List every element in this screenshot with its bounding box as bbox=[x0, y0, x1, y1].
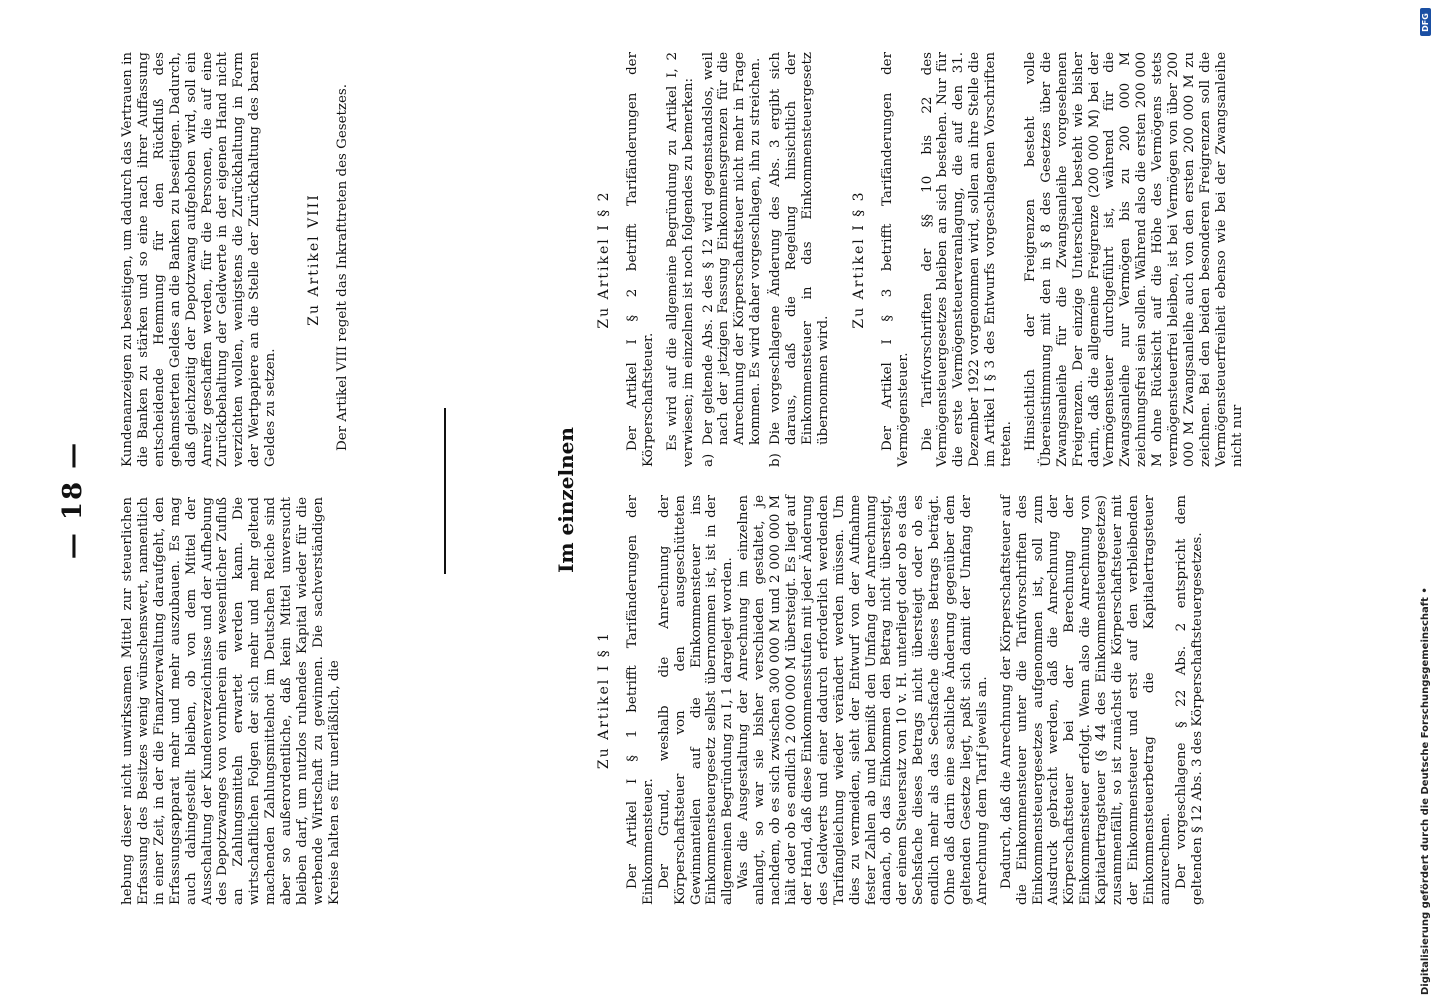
column-top-left bbox=[120, 497, 343, 905]
lead-paragraph: Der Artikel I § 2 betrifft Tarifänderungen der Körperschaftsteuer. bbox=[624, 52, 656, 467]
article-heading: Zu Artikel I § 3 bbox=[850, 190, 867, 329]
article-heading: Zu Artikel I § 2 bbox=[596, 190, 612, 329]
column-bottom-right bbox=[597, 52, 1246, 467]
digitization-notice: Digitalisierung gefördert durch die Deutsche Forschungsgemeinschaft • bbox=[1420, 587, 1431, 995]
page-number: — 18 — bbox=[58, 440, 88, 560]
list-text: Der geltende Abs. 2 des § 12 wird gegenstandslos, weil nach der jetzigen Fassung Einkommensgrenzen für die Anrechnung der Körperschaftsteuer nicht mehr in Frage kommen. Es wird daher vorgeschlagen, ihn zu streichen. bbox=[700, 52, 764, 445]
list-label: b) bbox=[768, 453, 784, 467]
article-heading: Zu Artikel I § 1 bbox=[596, 630, 612, 770]
article-heading: Zu Artikel VIII bbox=[306, 193, 323, 326]
column-top-right bbox=[120, 52, 351, 467]
list-text: Die vorgeschlagene Änderung des Abs. 3 ergibt sich daraus, daß die Regelung hinsichtlich der Einkommensteuer in das Einkommensteuergesetz übernommen wird. bbox=[768, 52, 831, 445]
column-bottom-left bbox=[597, 495, 1206, 905]
paragraph: Es wird auf die allgemeine Begründung zu Artikel I, 2 verwiesen; im einzelnen ist noch folgendes zu bemerken: bbox=[664, 52, 696, 467]
paragraph: Kundenanzeigen zu beseitigen, um dadurch das Vertrauen in die Banken zu stärken und so eine nach ihrer Auffassung entscheidende Hemmung für den Rückfluß des gehamsterten Geldes an die Banken zu beseitigen. Dadurch, daß gleichzeitig der Depotzwang aufgehoben wird, soll ein Anreiz geschaffen werden, für die Personen, die auf eine Zurückbehaltung der Geldwerte in der eigenen Hand nicht verzichten wollen, wenigstens die Zurückhaltung in Form der Wertpapiere an die Stelle der Zurückhaltung des baren Geldes zu setzen. bbox=[120, 52, 279, 467]
paragraph: Der Grund, weshalb die Anrechnung der Körperschaftsteuer von den ausgeschütteten Gewinnanteilen auf die Einkommensteuer ins Einkommensteuergesetz selbst übernommen ist, ist in der allgemeinen Begründung zu I, 1 dargelegt worden. bbox=[656, 495, 736, 905]
paragraph: Was die Ausgestaltung der Anrechnung im einzelnen anlangt, so war sie bisher verschieden gestaltet, je nachdem, ob es sich zwischen 300 000 M und 2 000 000 M hält oder ob es endlich 2 000 000 M übersteigt. Es liegt auf der Hand, daß diese Einkommensstufen mit jeder Änderung des Geldwerts und einer dadurch erforderlich werdenden Tarifangleichung wieder verändert werden müssen. Um dies zu vermeiden, sieht der Entwurf von der Aufnahme fester Zahlen ab und bemißt den Umfang der Anrechnung danach, ob das Einkommen den Betrag nicht übersteigt, der einem Steuersatz von 10 v. H. unterliegt oder ob es das Sechsfache dieses Betrags nicht übersteigt oder ob es endlich mehr als das Sechsfache dieses Betrags beträgt. Ohne daß darin eine sachliche Änderung gegenüber dem geltenden Gesetze liegt, paßt sich damit der Umfang der Anrechnung dem Tarif jeweils an. bbox=[736, 495, 990, 905]
paragraph: hebung dieser nicht unwirksamen Mittel zur steuerlichen Erfassung des Besitzes wenig wünschenswert, namentlich in einer Zeit, in der die Finanzverwaltung daraufgeht, den Erfassungsapparat mehr und mehr auszubauen. Es mag auch dahingestellt bleiben, ob von dem Mittel der Ausschaltung der Kundenverzeichnisse und der Aufhebung des Depotzwanges von vornherein ein wesentlicher Zufluß an Zahlungsmitteln erwartet werden kann. Die wirtschaftlichen Folgen der sich mehr und mehr geltend machenden Zahlungsmittelnot im Deutschen Reiche sind aber so außerordentliche, daß kein Mittel unversucht bleiben darf, um nutzlos ruhendes Kapital wieder für die werbende Wirtschaft zu gewinnen. Die sachverständigen Kreise halten es für unerläßlich, die bbox=[120, 497, 342, 905]
dfg-logo bbox=[1420, 8, 1431, 36]
lead-paragraph: Der Artikel I § 1 betrifft Tarifänderungen der Einkommensteuer. bbox=[624, 495, 656, 905]
dfg-logo-text: DFG bbox=[1421, 12, 1431, 32]
paragraph: Der Artikel VIII regelt das Inkrafttreten des Gesetzes. bbox=[334, 83, 350, 451]
paragraph: Dadurch, daß die Anrechnung der Körperschaftsteuer auf die Einkommensteuer unter die Tarifvorschriften des Einkommensteuergesetzes aufgenommen ist, soll zum Ausdruck gebracht werden, daß die Anrechnung der Körperschaftsteuer bei der Berechnung der Einkommensteuer erfolgt. Wenn also die Anrechnung von Kapitalertragsteuer (§ 44 des Einkommensteuergesetzes) zusammenfällt, so ist zunächst die Körperschaftsteuer mit der Einkommensteuer und erst auf den verbleibenden Einkommensteuerbetrag die Kapitalertragsteuer anzurechnen. bbox=[998, 495, 1173, 905]
list-item bbox=[768, 52, 832, 467]
paragraph: Die Tarifvorschriften der §§ 10 bis 22 des Vermögensteuergesetzes bleiben an sich bestehen. Nur für die erste Vermögensteuerveranlagung, die auf den 31. Dezember 1922 vorgenommen wird, sollen an ihre Stelle die im Artikel I § 3 des Entwurfs vorgeschlagenen Vorschriften treten. bbox=[919, 52, 1015, 467]
list-label: a) bbox=[700, 453, 716, 467]
paragraph: Der vorgeschlagene § 22 Abs. 2 entspricht dem geltenden § 12 Abs. 3 des Körperschaftsteuergesetzes. bbox=[1173, 495, 1205, 905]
section-divider bbox=[444, 408, 446, 574]
lead-paragraph: Der Artikel I § 3 betrifft Tarifänderungen der Vermögensteuer. bbox=[879, 52, 911, 467]
list-item bbox=[701, 52, 765, 467]
paragraph: Hinsichtlich der Freigrenzen besteht volle Übereinstimmung mit den in § 8 des Gesetzes über die Zwangsanleihe für die Zwangsanleihe vorgesehenen Freigrenzen. Der einzige Unterschied besteht wie bisher darin, daß die allgemeine Freigrenze (200 000 M) bei der Vermögensteuer durchgeführt ist, während für die Zwangsanleihe nur Vermögen bis zu 200 000 M zeichnungsfrei sein sollen. Während also die ersten 200 000 M ohne Rücksicht auf die Höhe des Vermögens stets vermögensteuerfrei bleiben, ist bei Vermögen von über 200 000 M Zwangsanleihe auch von den ersten 200 000 M zu zeichnen. Bei den beiden besonderen Freigrenzen soll die Vermögensteuerfreiheit ebenso wie bei der Zwangsanleihe nicht nur bbox=[1022, 52, 1245, 467]
section-title: Im einzelnen bbox=[554, 427, 578, 573]
